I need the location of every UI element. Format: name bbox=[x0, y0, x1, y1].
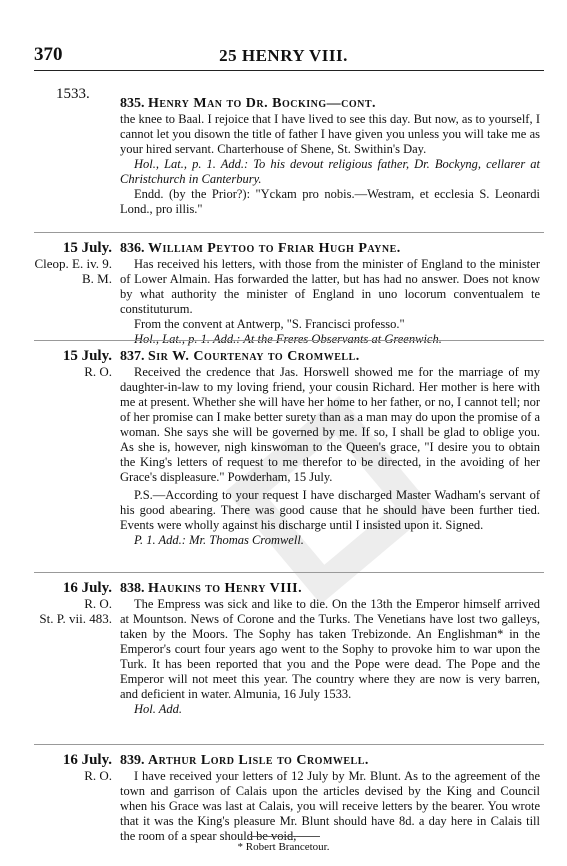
entry-divider bbox=[34, 232, 544, 233]
page-header bbox=[0, 44, 567, 66]
entry-paragraph: Received the credence that Jas. Horswell showed me for the marriage of my daughter-in-law to my loving friend, your cousin Richard. Her mother is here with me at present. Whether she will have her home to her father, or no, I cannot tell; nor of her promise can I make better surety than as a man may do upon the promise of a woman. She says she will be governed by me. If so, I shall be glad to oblige you. As she is, however, nigh kinswoman to the Queen's grace, "I desire you to obtain the King's letters of request to me therefor to be directed, in the avoiding of her Grace's displeasure." Powderham, 15 July. bbox=[120, 365, 541, 484]
entry-number: 837. bbox=[120, 349, 145, 364]
entry-paragraph: Hol., Lat., p. 1. Add.: At the Freres Observants at Greenwich. bbox=[134, 332, 442, 346]
entry-paragraph: P. 1. Add.: Mr. Thomas Cromwell. bbox=[134, 533, 304, 547]
entry-margin bbox=[12, 349, 112, 379]
entry-title: Henry Man to Dr. Bocking—cont. bbox=[148, 96, 377, 111]
entry-paragraph: The Empress was sick and like to die. On the 13th the Emperor himself arrived at Mountson. News of Corone and the Turks. The Venetians have lost two galleys, taken by the Moors. The Sophy has taken Trebizonde. An Englishman* in the Emperor's court four years ago went to the Sophy to provoke him to war upon the Turk. It has been reported that you and the Pope were dead. The Pope and the Emperor will not meet this year. The country where they are now is very barren, and deficient in water. Almunia, 16 July 1533. bbox=[120, 597, 540, 701]
entry-title: Arthur Lord Lisle to Cromwell. bbox=[148, 753, 369, 768]
entry-title: William Peytoo to Friar Hugh Payne. bbox=[148, 241, 401, 256]
footnote: * Robert Brancetour. bbox=[237, 841, 330, 853]
header-rule bbox=[34, 70, 544, 71]
entry-body bbox=[120, 349, 540, 548]
entry-margin bbox=[12, 581, 112, 626]
running-head: 25 HENRY VIII. bbox=[219, 46, 348, 65]
entry-body bbox=[120, 241, 540, 347]
entry-divider bbox=[34, 744, 544, 745]
entry-date: 15 July. bbox=[62, 348, 112, 364]
entry-heading bbox=[120, 753, 540, 768]
entry-body bbox=[120, 753, 540, 844]
entry-paragraph: Endd. (by the Prior?): "Yckam pro nobis.—Westram, et ecclesia S. Leonardi Lond., pro illis." bbox=[120, 187, 540, 216]
entry-body bbox=[120, 96, 540, 217]
entry-heading bbox=[120, 349, 540, 364]
entry-heading bbox=[120, 96, 540, 111]
footnote-rule bbox=[250, 836, 320, 837]
entry-paragraph: the knee to Baal. I rejoice that I have lived to see this day. But now, as to yourself, I cannot let you disown the title of father I have given you unless you will take me as your hired servant. Charterhouse of Shene, St. Swithin's Day. bbox=[120, 112, 540, 156]
entry-date: 15 July. bbox=[62, 240, 112, 256]
entry-paragraph: Hol. Add. bbox=[134, 702, 183, 716]
entry-number: 835. bbox=[120, 96, 145, 111]
year-marker: 1533. bbox=[56, 86, 90, 102]
entry-title: Haukins to Henry VIII. bbox=[148, 581, 303, 596]
entry-divider bbox=[34, 572, 544, 573]
entry-number: 836. bbox=[120, 241, 145, 256]
entry-margin bbox=[12, 241, 112, 286]
entry-reference: R. O. bbox=[84, 768, 112, 783]
entry-divider bbox=[34, 340, 544, 341]
entry-heading bbox=[120, 241, 540, 256]
entry-reference: St. P. vii. 483. bbox=[39, 611, 112, 626]
entry-date: 16 July. bbox=[62, 580, 112, 596]
entry-number: 839. bbox=[120, 753, 145, 768]
entry-heading bbox=[120, 581, 540, 596]
entry-paragraph: P.S.—According to your request I have discharged Master Wadham's servant of his good abearing. There was good cause that he should have been further tied. Events were wholly against his discharge until I insisted upon it. Signed. bbox=[120, 488, 540, 532]
entry-number: 838. bbox=[120, 581, 145, 596]
entry-paragraph: Has received his letters, with those from the minister of England to the minister of Lower Almain. Has forwarded the latter, but has had no answer. Does not know by what authority the minister of England in uno locorum conventualem te constituturum. bbox=[120, 257, 540, 316]
entry-margin bbox=[12, 753, 112, 783]
entry-body bbox=[120, 581, 540, 717]
entry-reference: Cleop. E. iv. 9. bbox=[34, 256, 112, 271]
entry-date: 16 July. bbox=[62, 752, 112, 768]
entry-paragraph: I have received your letters of 12 July by Mr. Blunt. As to the agreement of the town and garrison of Calais upon the articles devised by the King and Council when his Grace was last at Calais, you will receive letters by the bearer. You wrote that it was the King's pleasure Mr. Blunt should have 8d. a day here in Calais till the room of a spear should be void, bbox=[120, 769, 540, 843]
entry-paragraph: From the convent at Antwerp, "S. Francisci professo." bbox=[134, 317, 405, 331]
entry-title: Sir W. Courtenay to Cromwell. bbox=[148, 349, 360, 364]
entry-reference: B. M. bbox=[82, 271, 112, 286]
page-number: 370 bbox=[34, 44, 63, 65]
entry-paragraph: Hol., Lat., p. 1. Add.: To his devout religious father, Dr. Bockyng, cellarer at Christchurch in Canterbury. bbox=[120, 157, 540, 186]
entry-reference: R. O. bbox=[84, 364, 112, 379]
entry-reference: R. O. bbox=[84, 596, 112, 611]
